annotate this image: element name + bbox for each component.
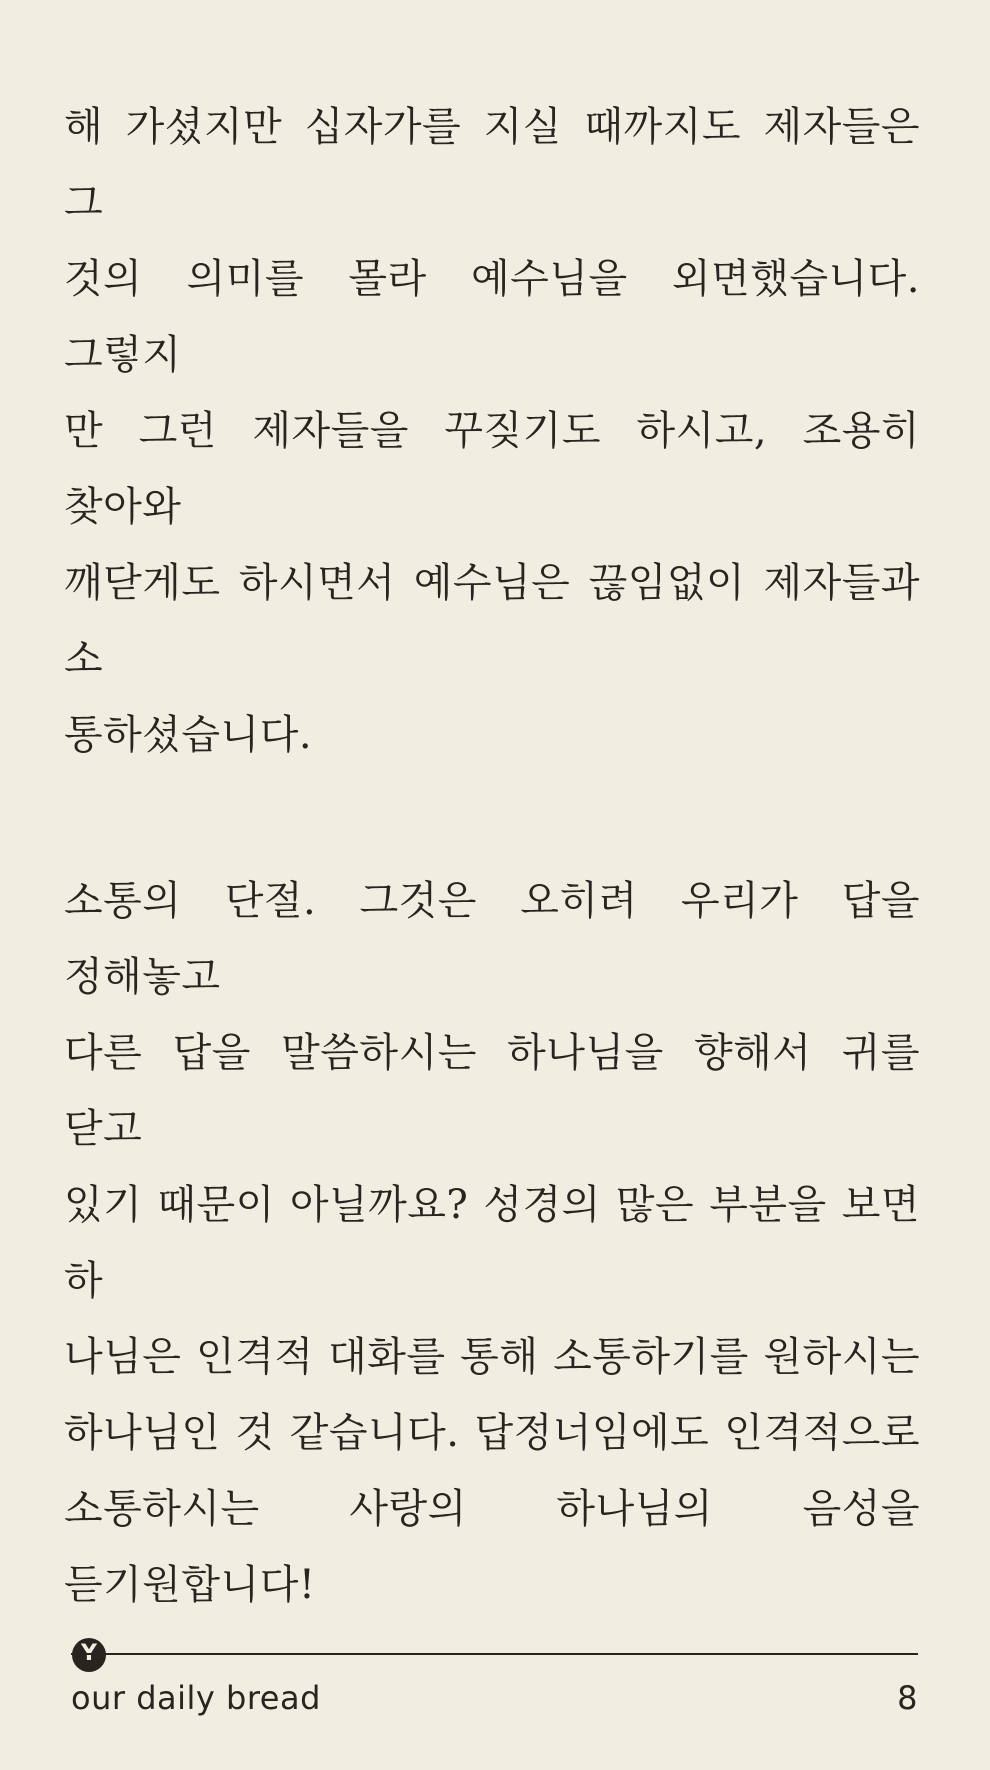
text-line: 소통하시는 사랑의 하나님의 음성을 듣기원합니다! [64,1486,920,1608]
footer-page-number: 8 [897,1679,918,1717]
text-line: 다른 답을 말씀하시는 하나님을 향해서 귀를 닫고 [64,1030,920,1152]
text-line: 있기 때문이 아닐까요? 성경의 많은 부분을 보면 하 [64,1182,920,1304]
text-line: 것의 의미를 몰라 예수님을 외면했습니다. 그렇지 [64,256,920,378]
text-line: 통하셨습니다. [64,712,313,758]
text-line: 나님은 인격적 대화를 통해 소통하기를 원하시는 [64,1334,920,1380]
paragraph-1 [64,89,920,773]
text-line: 만 그런 제자들을 꾸짖기도 하시고, 조용히 찾아와 [64,408,920,530]
text-line: 소통의 단절. 그것은 오히려 우리가 답을 정해놓고 [64,878,920,1000]
text-line: 깨닫게도 하시면서 예수님은 끊임없이 제자들과 소 [64,560,920,682]
text-line: 해 가셨지만 십자가를 지실 때까지도 제자들은 그 [64,104,920,226]
end-mark-letter-icon: Y [81,1641,97,1666]
page-footer [71,1653,918,1717]
paragraph-2 [64,863,920,1623]
footer-book-title: our daily bread [71,1679,321,1717]
text-line: 하나님인 것 같습니다. 답정너임에도 인격적으로 [64,1410,920,1456]
